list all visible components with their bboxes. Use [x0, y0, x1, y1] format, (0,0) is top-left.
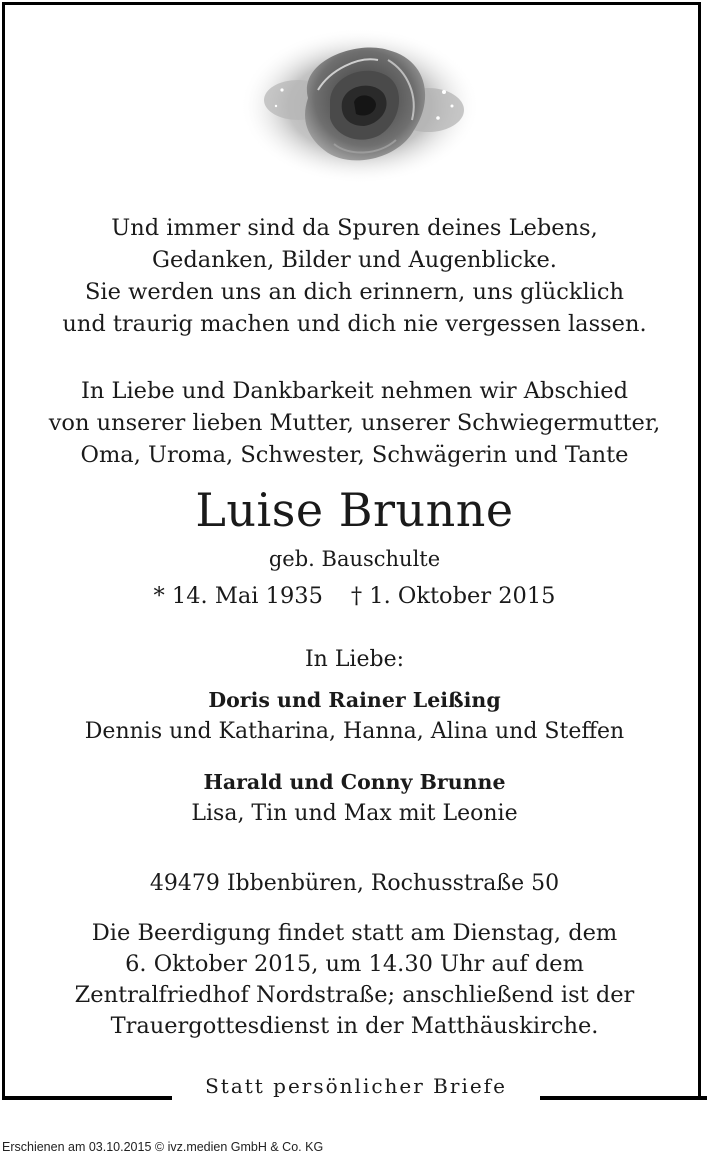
death-date: † 1. Oktober 2015 — [350, 583, 556, 609]
deceased-name: Luise Brunne — [195, 483, 514, 537]
poem-line: Sie werden uns an dich erinnern, uns glücklich — [85, 279, 624, 305]
family-members: Lisa, Tin und Max mit Leonie — [191, 801, 518, 826]
publication-credit: Erschienen am 03.10.2015 © ivz.medien GmbH & Co. KG — [2, 1140, 324, 1154]
birth-name: geb. Bauschulte — [268, 547, 441, 571]
family-members: Dennis und Katharina, Hanna, Alina und Steffen — [84, 719, 625, 744]
rose-icon — [238, 20, 482, 186]
mourners-heading: In Liebe: — [304, 647, 405, 672]
frame-bottom-right-rule — [540, 1096, 707, 1100]
farewell-intro — [0, 375, 709, 471]
frame-bottom-left-rule — [2, 1096, 172, 1100]
funeral-line: Trauergottesdienst in der Matthäuskirche. — [110, 1013, 599, 1039]
funeral-details — [0, 918, 709, 1042]
birth-date: * 14. Mai 1935 — [153, 583, 323, 609]
address: 49479 Ibbenbüren, Rochusstraße 50 — [149, 871, 560, 896]
poem-line: Und immer sind da Spuren deines Lebens, — [111, 215, 598, 241]
poem-text — [0, 212, 709, 340]
family-group — [0, 684, 709, 748]
family-names: Harald und Conny Brunne — [203, 770, 506, 794]
funeral-line: Zentralfriedhof Nordstraße; anschließend ist der — [74, 982, 635, 1008]
funeral-line: Die Beerdigung findet statt am Dienstag, dem — [91, 920, 618, 946]
intro-line: von unserer lieben Mutter, unserer Schwiegermutter, — [48, 410, 661, 436]
footer-note: Statt persönlicher Briefe — [205, 1074, 507, 1098]
family-group — [0, 766, 709, 830]
poem-line: Gedanken, Bilder und Augenblicke. — [152, 247, 557, 273]
family-names: Doris und Rainer Leißing — [208, 688, 501, 712]
funeral-line: 6. Oktober 2015, um 14.30 Uhr auf dem — [125, 951, 584, 977]
poem-line: und traurig machen und dich nie vergessen lassen. — [62, 311, 647, 337]
life-dates — [0, 580, 709, 612]
intro-line: In Liebe und Dankbarkeit nehmen wir Abschied — [80, 378, 629, 404]
intro-line: Oma, Uroma, Schwester, Schwägerin und Tante — [80, 442, 629, 468]
